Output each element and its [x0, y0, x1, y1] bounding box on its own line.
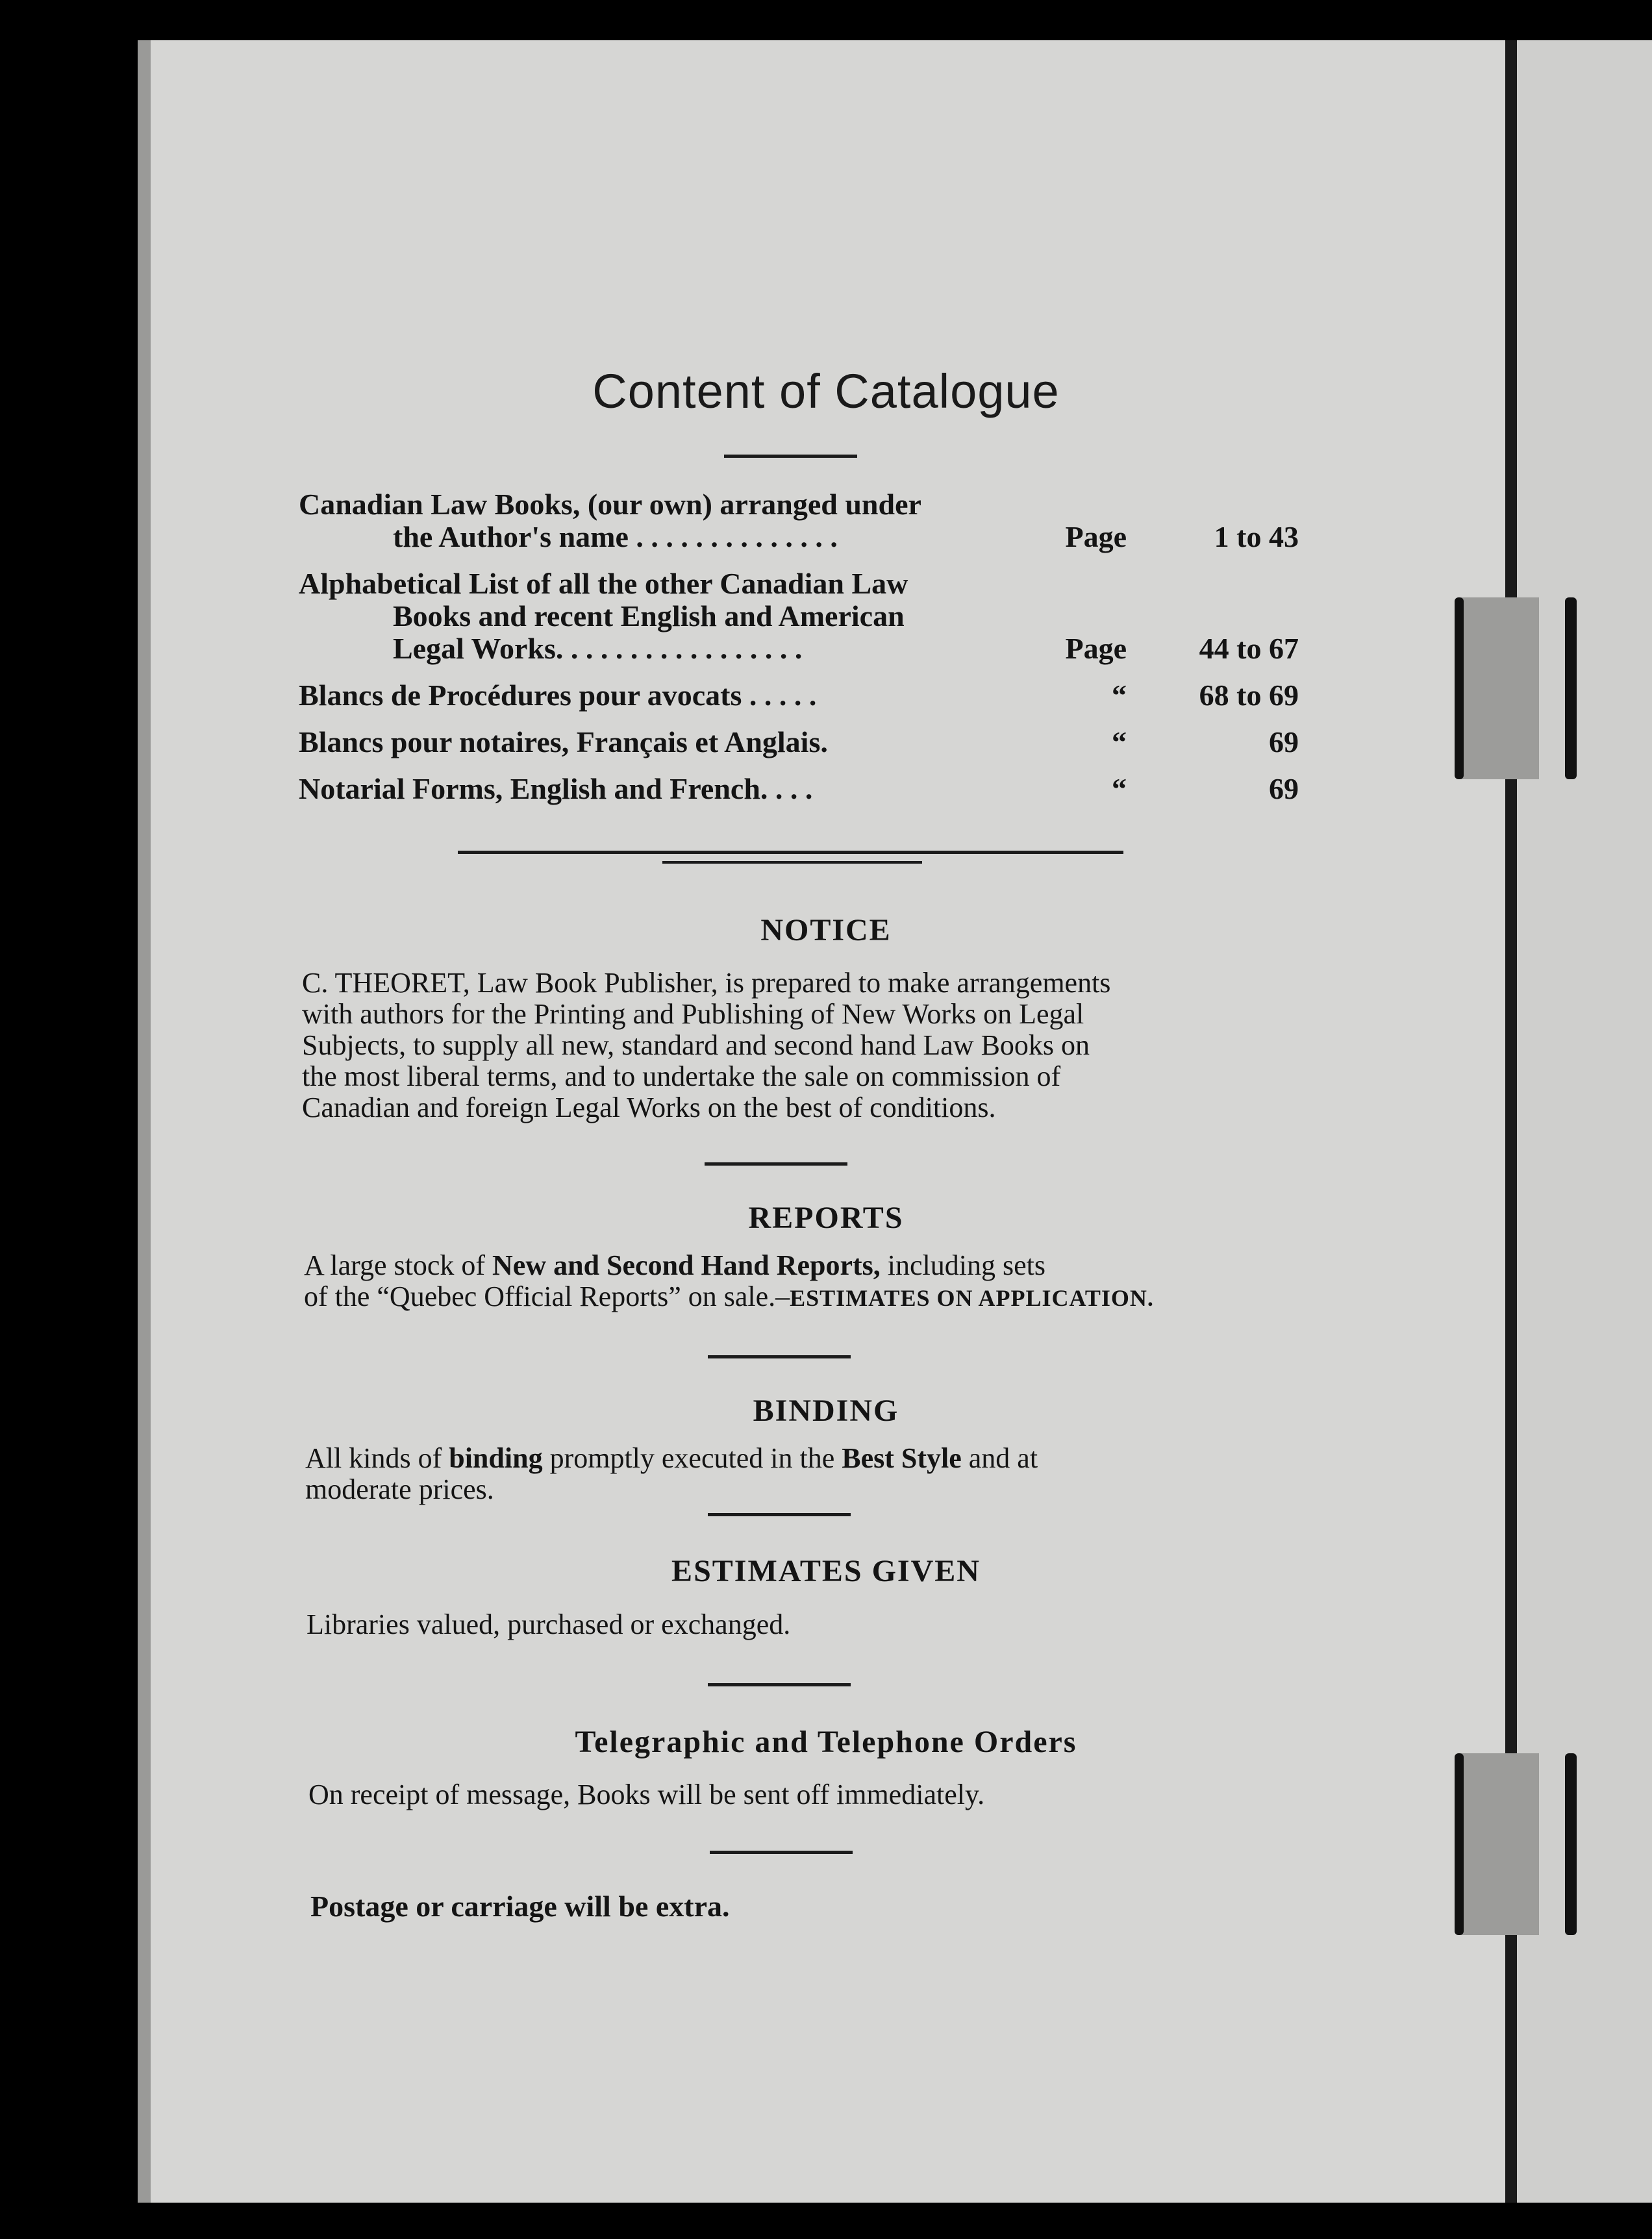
title-underline: [724, 455, 857, 458]
toc-entry-text: Alphabetical List of all the other Canadian Law: [299, 567, 908, 600]
binding-tape-top: [1461, 597, 1539, 779]
toc-page-range: 1 to 43: [1214, 520, 1299, 553]
toc-page-range: 44 to 67: [1199, 632, 1299, 665]
staple-top-right: [1565, 597, 1577, 779]
binding-text: moderate prices.: [305, 1473, 494, 1505]
reports-paragraph: [304, 1250, 1154, 1312]
toc-entry-text: Blancs de Procédures pour avocats . . . . .: [299, 679, 817, 712]
binding-text-bold: Best Style: [842, 1442, 962, 1474]
toc-page-label: “: [1112, 772, 1127, 805]
table-of-contents: [299, 488, 1299, 805]
notice-line: Canadian and foreign Legal Works on the best of conditions.: [302, 1092, 996, 1123]
binding-heading: BINDING: [753, 1394, 899, 1428]
toc-entry-text: Blancs pour notaires, Français et Anglais.: [299, 725, 828, 758]
toc-entry: [299, 773, 1299, 805]
toc-entry-text: the Author's name . . . . . . . . . . . . . .: [393, 520, 838, 553]
divider: [710, 1851, 853, 1854]
reports-estimates-text: ESTIMATES ON APPLICATION.: [790, 1285, 1154, 1311]
page-title: Content of Catalogue: [592, 364, 1060, 418]
notice-heading: NOTICE: [760, 913, 892, 947]
binding-paragraph: [305, 1443, 1038, 1505]
estimates-text: Libraries valued, purchased or exchanged.: [307, 1608, 791, 1640]
binding-text: All kinds of: [305, 1442, 449, 1474]
section-divider-long: [458, 851, 1123, 854]
toc-entry: [299, 679, 1299, 712]
binding-text: and at: [961, 1442, 1038, 1474]
notice-paragraph: [302, 968, 1110, 1123]
divider: [708, 1355, 851, 1358]
staple-top-left: [1455, 597, 1464, 779]
orders-text: On receipt of message, Books will be sent off immediately.: [308, 1779, 985, 1810]
binding-text: promptly executed in the: [542, 1442, 842, 1474]
toc-page-range: 68 to 69: [1199, 679, 1299, 712]
divider: [705, 1162, 847, 1166]
reports-heading: REPORTS: [748, 1201, 904, 1235]
binding-tape-bottom: [1461, 1753, 1539, 1935]
toc-page-label: “: [1112, 725, 1127, 758]
toc-entry-text: Books and recent English and American: [393, 599, 905, 632]
divider: [708, 1683, 851, 1686]
estimates-heading: ESTIMATES GIVEN: [671, 1554, 981, 1588]
notice-line: with authors for the Printing and Publishing of New Works on Legal: [302, 998, 1084, 1030]
toc-page-range: 69: [1269, 772, 1299, 805]
staple-bottom-right: [1565, 1753, 1577, 1935]
toc-page-label: “: [1112, 679, 1127, 712]
toc-entry: [299, 726, 1299, 758]
notice-line: Subjects, to supply all new, standard and second hand Law Books on: [302, 1029, 1090, 1061]
toc-page-range: 69: [1269, 725, 1299, 758]
postage-text: Postage or carriage will be extra.: [310, 1890, 730, 1923]
toc-entry-text: Notarial Forms, English and French. . . .: [299, 772, 813, 805]
notice-line: C. THEORET, Law Book Publisher, is prepared to make arrangements: [302, 967, 1111, 999]
section-divider-short: [662, 861, 922, 864]
reports-text: of the “Quebec Official Reports” on sale.–: [304, 1281, 790, 1312]
orders-heading: Telegraphic and Telephone Orders: [575, 1725, 1077, 1759]
binding-text-bold: binding: [449, 1442, 543, 1474]
notice-line: the most liberal terms, and to undertake the sale on commission of: [302, 1060, 1061, 1092]
divider: [708, 1513, 851, 1516]
staple-bottom-left: [1455, 1753, 1464, 1935]
toc-page-label: Page: [1065, 632, 1127, 665]
reports-text: A large stock of: [304, 1249, 493, 1281]
reports-text: including sets: [880, 1249, 1045, 1281]
toc-entry-text: Canadian Law Books, (our own) arranged under: [299, 488, 921, 521]
toc-entry: [299, 488, 1299, 553]
toc-entry: [299, 568, 1299, 665]
reports-text-bold: New and Second Hand Reports,: [492, 1249, 881, 1281]
toc-entry-text: Legal Works. . . . . . . . . . . . . . . . .: [393, 632, 803, 665]
toc-page-label: Page: [1065, 520, 1127, 553]
